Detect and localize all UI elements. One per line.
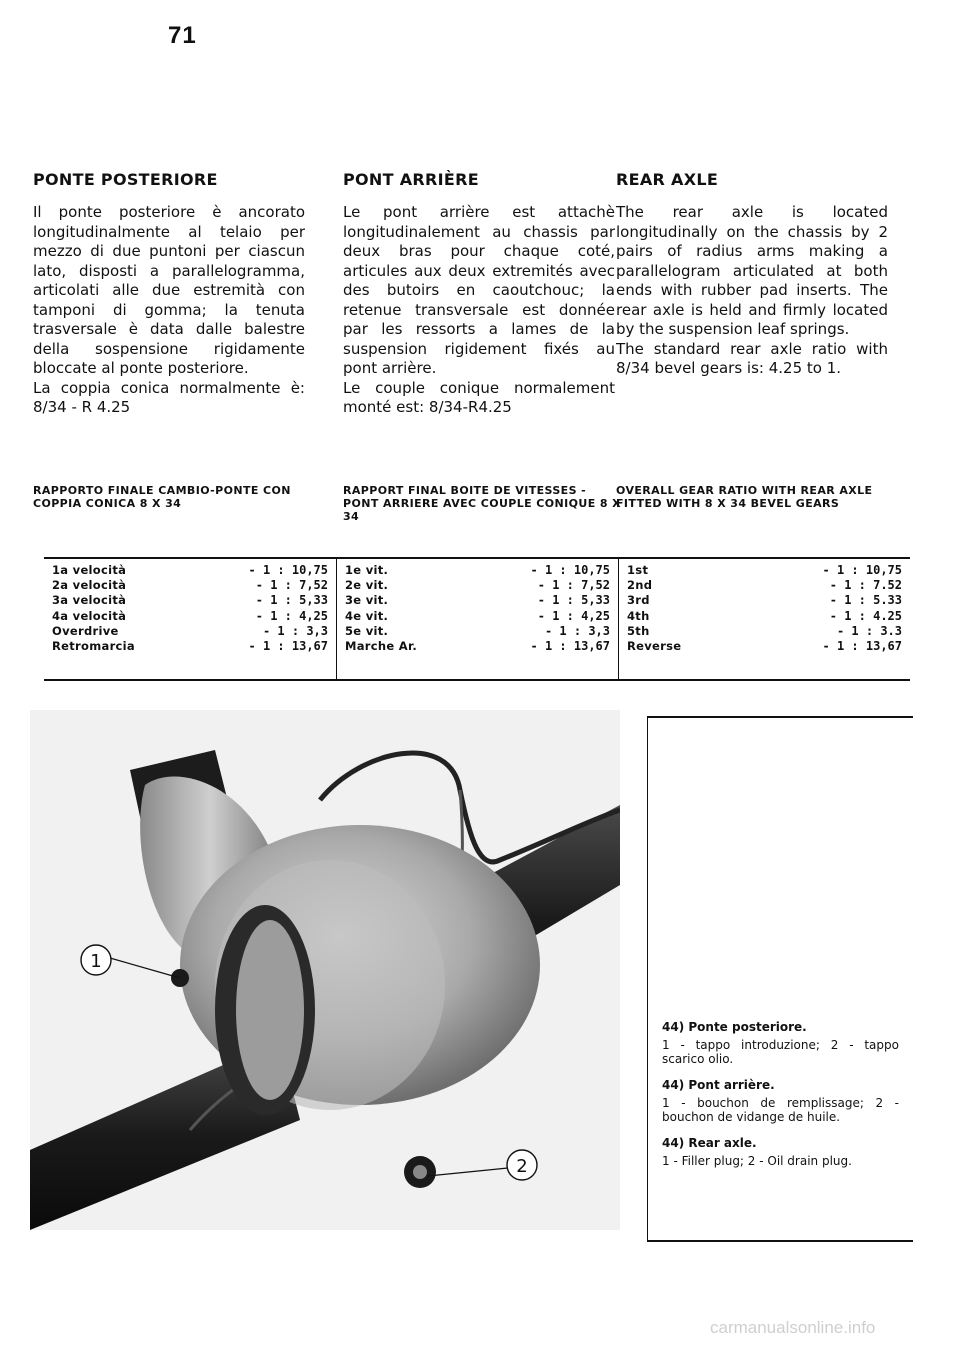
italian-title: PONTE POSTERIORE (33, 170, 218, 189)
gear-ratio: - 1 : 4.25 (829, 608, 902, 623)
ratio-heading-french: RAPPORT FINAL BOITE DE VITESSES - PONT ARRIERE AVEC COUPLE CONIQUE 8 X 34 (343, 484, 622, 523)
english-column (616, 170, 888, 379)
caption-english (662, 1136, 899, 1168)
gear-ratio-table (44, 557, 910, 681)
callout-2-label: 2 (516, 1156, 528, 1177)
table-row (52, 578, 328, 593)
gear-label: 5e vit. (345, 623, 389, 638)
ratio-table-english (618, 559, 910, 679)
gear-ratio: - 1 : 10,75 (248, 563, 328, 577)
gear-label: 2nd (627, 578, 653, 593)
caption-title: 44) Ponte posteriore. (662, 1020, 807, 1034)
gear-label: 4e vit. (345, 608, 389, 623)
gear-ratio: - 1 : 5.33 (829, 593, 902, 608)
gear-ratio: - 1 : 3.3 (836, 623, 902, 638)
gear-label: Reverse (627, 639, 682, 654)
gear-label: 1a velocità (52, 563, 127, 577)
gear-ratio: - 1 : 4,25 (255, 608, 328, 623)
page-number: 71 (168, 22, 197, 49)
table-row (627, 624, 902, 639)
caption-text: 1 - tappo introduzione; 2 - tappo scarico olio. (662, 1038, 899, 1066)
gear-label: 2e vit. (345, 578, 389, 593)
table-row (52, 639, 328, 654)
italian-column (33, 170, 305, 418)
gear-ratio: - 1 : 13,67 (530, 639, 610, 654)
gear-ratio: - 1 : 4,25 (537, 608, 610, 623)
italian-body: Il ponte posteriore è ancorato longitudinalmente al telaio per mezzo di due puntoni per ciascun lato, disposti a parallelogramma, articolati alle due estremità con tamponi di gomma; la tenuta trasversale è data dalle balestre della sospensione rigidamente bloccate al ponte posteriore. La coppia conica normalmente è: 8/34 - R 4.25 (33, 203, 305, 416)
french-column (343, 170, 615, 418)
table-row (52, 563, 328, 578)
gear-label: Marche Ar. (345, 639, 417, 654)
gear-label: 1e vit. (345, 563, 389, 577)
table-row (52, 593, 328, 608)
french-body: Le pont arrière est attachè longitudinalement au chassis par deux bras pour chaque coté, articules aux deux extremités avec des butoirs en caoutchouc; la retenue transversale est donnée par les ressorts a lames de la suspension rigidement fixés au pont arrière. Le couple conique normalement monté est: 8/34-R4.25 (343, 203, 615, 416)
ratio-heading-italian: RAPPORTO FINALE CAMBIO-PONTE CON COPPIA CONICA 8 X 34 (33, 484, 291, 510)
french-title: PONT ARRIÈRE (343, 170, 479, 189)
gear-label: 3rd (627, 593, 650, 608)
ratio-table-french (336, 559, 618, 679)
gear-ratio: - 1 : 3,3 (544, 623, 610, 638)
table-row (627, 593, 902, 608)
gear-ratio: - 1 : 3,3 (262, 623, 328, 638)
table-row (345, 639, 610, 654)
figure-caption-box (647, 716, 913, 1242)
gear-label: Overdrive (52, 623, 119, 638)
table-row (345, 563, 610, 578)
gear-label: 5th (627, 623, 650, 638)
gear-ratio: - 1 : 5,33 (537, 593, 610, 608)
gear-label: 1st (627, 563, 649, 577)
gear-label: 2a velocità (52, 578, 127, 593)
table-row (345, 593, 610, 608)
english-title: REAR AXLE (616, 170, 719, 189)
table-row (627, 639, 902, 654)
gear-label: 3e vit. (345, 593, 389, 608)
caption-text: 1 - bouchon de remplissage; 2 - bouchon de vidange de huile. (662, 1096, 899, 1124)
table-row (345, 624, 610, 639)
gear-ratio: - 1 : 13,67 (248, 639, 328, 654)
gear-label: 4a velocità (52, 608, 127, 623)
gear-label: Retromarcia (52, 639, 135, 654)
table-row (345, 578, 610, 593)
gear-ratio: - 1 : 10,75 (822, 563, 902, 577)
watermark: carmanualsonline.info (710, 1318, 876, 1337)
caption-title: 44) Rear axle. (662, 1136, 757, 1150)
table-row (627, 563, 902, 578)
table-row (627, 578, 902, 593)
callout-1-label: 1 (90, 951, 102, 972)
gear-ratio: - 1 : 13,67 (822, 639, 902, 654)
gear-ratio: - 1 : 5,33 (255, 593, 328, 608)
caption-title: 44) Pont arrière. (662, 1078, 775, 1092)
english-body: The rear axle is located longitudinally on the chassis by 2 pairs of radius arms making a parallelogram articulated at both ends with rubber pad inserts. The rear axle is held and firmly located by the suspension leaf springs. The standard rear axle ratio with 8/34 bevel gears is: 4.25 to 1. (616, 203, 888, 377)
caption-french (662, 1078, 899, 1124)
gear-ratio: - 1 : 10,75 (530, 563, 610, 577)
table-row (52, 624, 328, 639)
gear-label: 3a velocità (52, 593, 127, 608)
caption-italian (662, 1020, 899, 1066)
caption-text: 1 - Filler plug; 2 - Oil drain plug. (662, 1154, 852, 1168)
gear-label: 4th (627, 608, 650, 623)
gear-ratio: - 1 : 7.52 (829, 578, 902, 593)
table-row (627, 609, 902, 624)
ratio-heading-english: OVERALL GEAR RATIO WITH REAR AXLE FITTED WITH 8 X 34 BEVEL GEARS (616, 484, 873, 510)
table-row (345, 609, 610, 624)
rear-axle-photo (30, 710, 620, 1230)
gear-ratio: - 1 : 7,52 (255, 578, 328, 593)
rear-axle-illustration (30, 710, 620, 1230)
ratio-table-italian (44, 559, 336, 679)
gear-ratio: - 1 : 7,52 (537, 578, 610, 593)
table-row (52, 609, 328, 624)
